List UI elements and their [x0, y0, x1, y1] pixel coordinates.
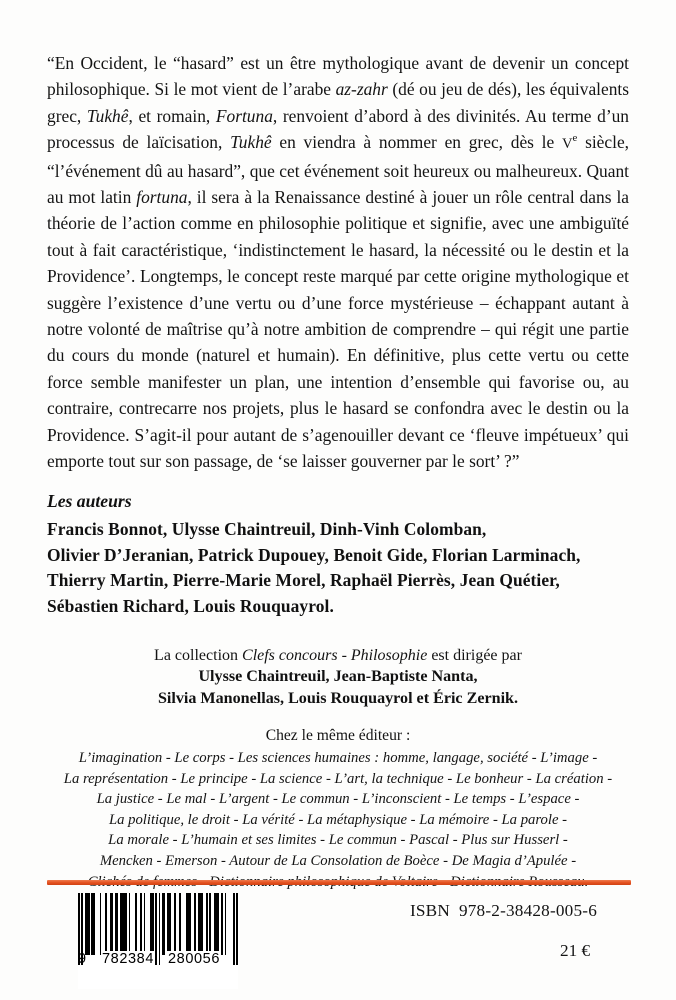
- authors-line: Olivier D’Jeranian, Patrick Dupouey, Benoit Gide, Florian Larminach,: [47, 544, 581, 565]
- barcode-bar: [105, 893, 107, 955]
- text-run: -: [439, 852, 452, 869]
- text-run: La Consolation: [291, 852, 383, 869]
- barcode-bar: [85, 893, 90, 955]
- text-run: az-zahr: [335, 79, 388, 100]
- text-run: Tukhê: [86, 105, 129, 126]
- barcode-bar: [129, 893, 131, 955]
- text-run: Tukhê: [230, 132, 272, 153]
- catalogue-line: La justice - Le mal - L’argent - Le commun - L’inconscient - Le temps - L’espace -: [96, 791, 580, 808]
- text-run: siècle, “l’événement dû au hasard”, que cet événement soit heureux ou malheureux. Quant au mot latin: [47, 132, 630, 208]
- barcode-lead-digit: 9: [78, 951, 87, 967]
- ean13-barcode: [78, 893, 238, 989]
- authors-heading: Les auteurs: [47, 491, 132, 511]
- authors-line: Francis Bonnot, Ulysse Chaintreuil, Dinh-Vinh Colomban,: [47, 519, 487, 539]
- barcode-bar: [135, 893, 137, 955]
- barcode-bar: [120, 893, 127, 955]
- catalogue-heading: Chez le même éditeur :: [265, 727, 411, 744]
- barcode-bar: [179, 893, 181, 955]
- text-run: de Boèce: [382, 852, 440, 869]
- barcode-bar: [100, 893, 102, 955]
- isbn-label: ISBN: [410, 901, 450, 920]
- authors-line: Thierry Martin, Pierre-Marie Morel, Raphaël Pierrès, Jean Quétier,: [47, 570, 560, 590]
- catalogue-line: L’imagination - Le corps - Les sciences humaines : homme, langage, société - L’image -: [78, 750, 598, 766]
- barcode-bar: [140, 893, 142, 955]
- text-run: V: [561, 136, 573, 153]
- text-run: fortuna: [136, 187, 188, 208]
- collection-intro: [0, 645, 676, 666]
- collection-directors-line: Silvia Manonellas, Louis Rouquayrol et Éric Zernik.: [157, 689, 519, 707]
- barcode-bar: [91, 893, 94, 955]
- collection-intro-after: est dirigée par: [427, 647, 522, 664]
- text-run: , renvoient d’abord à des divinités. Au terme d’un processus de laïcisation,: [47, 105, 629, 153]
- barcode-bar: [167, 893, 170, 955]
- barcode-bar: [198, 893, 203, 955]
- barcode-bar: [225, 893, 227, 955]
- authors-section: [47, 489, 631, 619]
- text-run: Fortuna: [215, 105, 273, 126]
- authors-line: Sébastien Richard, Louis Rouquayrol.: [47, 595, 334, 616]
- barcode-bar: [209, 893, 211, 955]
- barcode-bar: [214, 893, 219, 955]
- text-run: d’Apulée -: [510, 852, 577, 869]
- collection-intro-before: La collection: [154, 647, 243, 664]
- isbn-line: [410, 901, 597, 921]
- text-run: , il sera à la Renaissance destiné à jouer un rôle central dans la théorie de l’action comme en philosophie politique et signifie, avec une ambiguïté tout à fait caractéristique, ‘indistinctement le hasard, la nécessité ou le destin et la Providence’. Longtemps, le concept reste marqué par cette origine mythologique et suggère l’existence d’une vertu ou d’une force mystérieuse – échappant autant à notre volonté de maîtrise qu’à notre ambition de comprendre – qui régit une partie du cours du monde (naturel et humain). En définitive, plus cette vertu ou cette force semble manifester un plan, une intention d’ensemble qui favorise ou, au contraire, contrecarre nos projets, plus le hasard se confondra avec le destin ou la Providence. S’agit-il pour autant de s’agenouiller devant ce ‘fleuve impétueux’ qui emporte tout sur son passage, de ‘se laisser gouverner par le sort’ ?”: [47, 187, 629, 472]
- collection-directors-line: Ulysse Chaintreuil, Jean-Baptiste Nanta,: [198, 668, 478, 685]
- text-run: Mencken - Emerson - Autour de: [99, 852, 292, 869]
- isbn-value: 978-2-38428-005-6: [458, 901, 597, 920]
- collection-name: Clefs concours - Philosophie: [242, 647, 428, 664]
- text-run: , et romain,: [128, 105, 216, 126]
- barcode-bar: [110, 893, 113, 955]
- price-label: 21 €: [560, 941, 591, 960]
- catalogue-line-mencken: [0, 851, 676, 872]
- barcode-right-group: 280056: [168, 951, 220, 967]
- accent-rule-divider: [47, 880, 631, 885]
- barcode-bar: [221, 893, 223, 955]
- barcode-bar: [174, 893, 176, 955]
- text-run: (dé ou jeu de dés), les équivalents grec,: [47, 79, 630, 126]
- blurb-paragraph: [47, 50, 629, 475]
- barcode-bar: [115, 893, 118, 955]
- catalogue-line: La morale - L’humain et ses limites - Le commun - Pascal - Plus sur Husserl -: [108, 832, 568, 849]
- catalogue-line: La politique, le droit - La vérité - La métaphysique - La mémoire - La parole -: [108, 811, 568, 828]
- text-run: “En Occident, le “hasard” est un être mythologique avant de devenir un concept philosophique. Si le mot vient de l’arabe: [47, 53, 629, 100]
- text-run: De Magia: [451, 852, 511, 869]
- text-run: e: [572, 132, 578, 145]
- barcode-digits: [78, 951, 238, 971]
- barcode-bar: [194, 893, 196, 955]
- barcode-bar: [162, 893, 165, 955]
- catalogue-section: [0, 725, 676, 892]
- barcode-left-group: 782384: [102, 951, 154, 967]
- barcode-bar: [150, 893, 153, 955]
- catalogue-line: La représentation - Le principe - La science - L’art, la technique - Le bonheur - La création -: [63, 770, 613, 787]
- barcode-bar: [144, 893, 146, 955]
- barcode-bar: [206, 893, 208, 955]
- text-run: en viendra à nommer en grec, dès le: [271, 132, 562, 153]
- collection-section: [0, 645, 676, 709]
- barcode-bar: [186, 893, 191, 955]
